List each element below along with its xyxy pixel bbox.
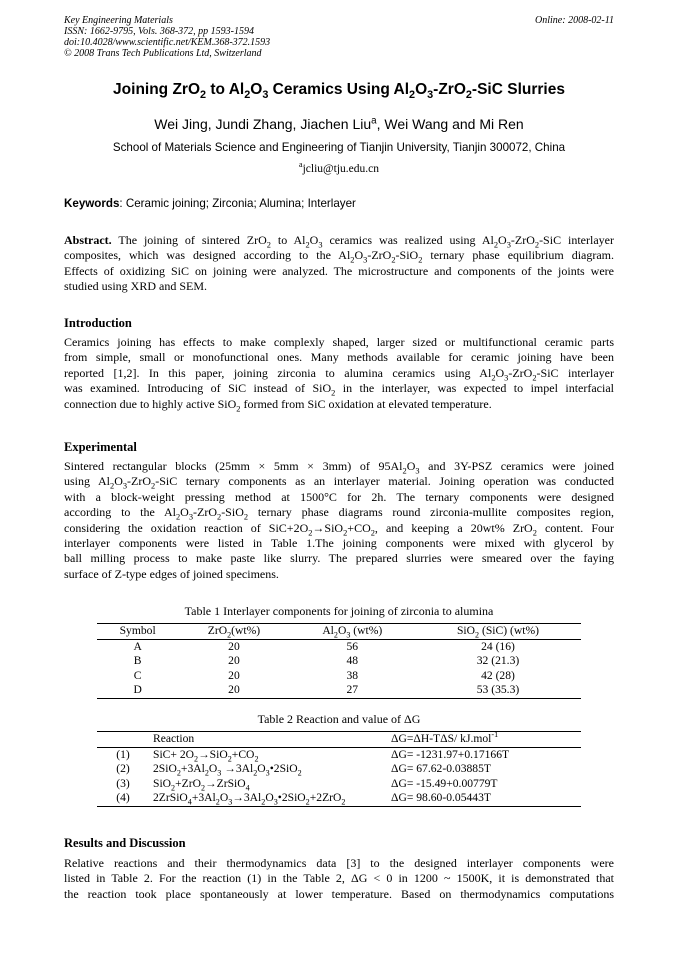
table1-header: SiO$_2$ (SiC) (wt%) — [415, 624, 581, 640]
table-cell: SiO$_2$+ZrO$_2$→ZrSiO$_4$ — [153, 776, 250, 793]
table-cell: 20 — [178, 683, 289, 698]
introduction-body — [64, 335, 614, 412]
table-cell: ΔG= 67.62-0.03885T — [391, 762, 491, 776]
intro-line: was examined. Introducing of SiC instead of SiO$_2$ in the interlayer, was expected to impel interfacial — [64, 381, 614, 398]
results-line: the reaction took place spontaneously at lower temperature. Based on thermodynamics computations — [64, 886, 614, 901]
experimental-heading: Experimental — [64, 440, 137, 454]
table-cell: 20 — [228, 654, 240, 668]
intro-line: reported [1,2]. In this paper, joining zirconia to alumina ceramics using $Al_2O_3-ZrO_2$-SiC interlayer — [64, 365, 615, 383]
intro-line: connection due to highly active SiO$_2$ formed from SiC oxidation at elevated temperature. — [64, 396, 492, 414]
paper-title: Joining ZrO$_2$ to $Al_2O_3$ Ceramics Using $Al_2O_3-ZrO_2$-SiC Slurries — [113, 81, 565, 102]
issn-line: ISSN: 1662-9795, Vols. 368-372, pp 1593-1594 — [64, 26, 254, 37]
table-cell: 42 (28) — [481, 668, 515, 682]
journal-header — [64, 15, 270, 59]
abstract-line: Effects of oxidizing SiC on joining were analyzed. The microstructure and components of the joints were — [64, 263, 614, 278]
table-cell: ΔG= -1231.97+0.17166T — [391, 747, 510, 761]
table-cell: 20 — [228, 639, 240, 653]
table2-header-row — [97, 732, 581, 748]
abstract-label: Abstract. — [64, 233, 112, 247]
table-cell: A — [133, 639, 142, 653]
experimental-body — [64, 459, 614, 582]
results-line: listed in Table 2. For the reaction (1) in the Table 2, ΔG < 0 in 1200 ~ 1500K, it is demonstrated that — [64, 871, 614, 886]
table-cell: (1) — [116, 747, 130, 761]
table-row — [97, 747, 581, 762]
table-cell: 38 — [346, 668, 359, 682]
exp-line: using $Al_2O_3-ZrO_2$-SiC ternary components as an interlayer material. Joining operation was conducted — [64, 474, 614, 491]
table-cell: 56 — [346, 639, 359, 653]
exp-line: according to the $Al_2O_3-ZrO_2-SiO_2$ ternary phase diagrams round zirconia-mullite composites region, — [64, 505, 614, 522]
intro-line: Ceramics joining has effects to make complexly shaped, larger sized or multifunctional ceramic parts — [64, 335, 614, 349]
table1-caption: Table 1 Interlayer components for joining of zirconia to alumina — [184, 604, 494, 618]
results-body — [64, 856, 614, 902]
table1-header: $Al_2O_3$ (wt%) — [290, 624, 415, 640]
table-row — [97, 762, 581, 777]
table-cell: 20 — [228, 668, 240, 682]
table-cell: 48 — [346, 654, 359, 668]
exp-line: considering the oxidation reaction of $SiC+2O_2\to SiO_2+CO_2$, and keeping a 20wt% ZrO$_2$ content. Four — [64, 520, 614, 538]
keywords-text: : Ceramic joining; Zirconia; Alumina; Interlayer — [119, 197, 356, 210]
table2-caption: Table 2 Reaction and value of ΔG — [257, 712, 421, 726]
table-cell: 32 (21.3) — [476, 654, 520, 668]
table-cell: D — [97, 683, 178, 698]
results-line: Relative reactions and their thermodynamics data [3] to the designed interlayer components were — [64, 856, 614, 870]
table1-header: Symbol — [97, 624, 178, 640]
table-cell: $2SiO_2+3Al_2O_3$ $\to 3Al_2O_3•2SiO_2$ — [153, 762, 302, 778]
table-row — [97, 683, 581, 698]
keywords — [64, 197, 356, 210]
exp-line: with a block-weight pressing method at 1500°C for 2h. The ternary components were designed — [64, 489, 614, 504]
table-cell: ΔG= -15.49+0.00779T — [391, 776, 498, 790]
abstract-line — [64, 233, 614, 248]
table2-header: Reaction — [149, 732, 387, 748]
doi-line[interactable]: doi:10.4028/www.scientific.net/KEM.368-372.1593 — [64, 37, 271, 48]
table-row — [97, 791, 581, 806]
exp-line: Sintered rectangular blocks (25mm × 5mm × 3mm) of $95Al_2O_3$ and 3Y-PSZ ceramics were joined — [64, 459, 614, 476]
table2-header: ΔG=ΔH-TΔS/ kJ.mol$^{-1}$ — [387, 732, 581, 748]
table-row — [97, 654, 581, 669]
online-date: Online: 2008-02-11 — [535, 15, 614, 26]
table-cell: (3) — [116, 776, 130, 790]
corresponding-email[interactable]: $^a$jcliu@tju.edu.cn — [299, 160, 379, 175]
abstract — [64, 233, 614, 295]
table-cell: C — [133, 668, 142, 682]
copyright-line: © 2008 Trans Tech Publications Ltd, Switzerland — [64, 48, 262, 59]
table-cell: (4) — [97, 791, 149, 806]
exp-line: ball milling process to make paste like slurry. The prepared slurries were smeared over the faying — [64, 551, 614, 566]
table-row — [97, 777, 581, 792]
table-row — [97, 669, 581, 684]
table-cell: $2ZrSiO_4+3Al_2O_3\to 3Al_2O_3•2SiO_2+2ZrO_2$ — [149, 791, 387, 806]
table-cell: B — [133, 654, 142, 668]
results-heading: Results and Discussion — [64, 836, 186, 850]
table1 — [97, 623, 581, 699]
table-cell: 27 — [290, 683, 415, 698]
author-list: Wei Jing, Jundi Zhang, Jiachen Liu$^a$, Wei Wang and Mi Ren — [154, 115, 524, 132]
table2-header — [97, 732, 149, 748]
table1-header: ZrO$_2$(wt%) — [178, 624, 289, 640]
intro-line: from simple, small or monofunctional ones. Many methods available for ceramic joining have been — [64, 350, 614, 365]
abstract-line-text: The joining of sintered ZrO$_2$ to $Al_2O_3$ ceramics was realized using $Al_2O_3-ZrO_2$-SiC interlayer — [118, 233, 614, 250]
journal-name: Key Engineering Materials — [64, 15, 173, 26]
affiliation: School of Materials Science and Engineering of Tianjin University, Tianjin 300072, China — [112, 141, 566, 154]
table-cell: 53 (35.3) — [415, 683, 581, 698]
introduction-heading: Introduction — [64, 316, 132, 330]
table2 — [97, 731, 581, 807]
keywords-label: Keywords — [64, 197, 120, 210]
table-cell: $SiC+ 2O_2\to SiO_2+CO_2$ — [153, 747, 259, 763]
exp-line: surface of Z-type edges of joined specimens. — [64, 566, 279, 581]
abstract-line: composites, which was designed according to the $Al_2O_3-ZrO_2-SiO_2$ ternary phase equilibrium diagram. — [64, 248, 615, 265]
table1-header-row — [97, 624, 581, 640]
table-cell: (2) — [116, 762, 130, 776]
table-row — [97, 639, 581, 654]
table-cell: ΔG= 98.60-0.05443T — [387, 791, 581, 806]
table-cell: 24 (16) — [481, 639, 515, 653]
abstract-line: studied using XRD and SEM. — [64, 279, 208, 294]
exp-line: interlayer components were listed in Table 1.The joining components were mixed with glycerol by — [64, 536, 614, 551]
